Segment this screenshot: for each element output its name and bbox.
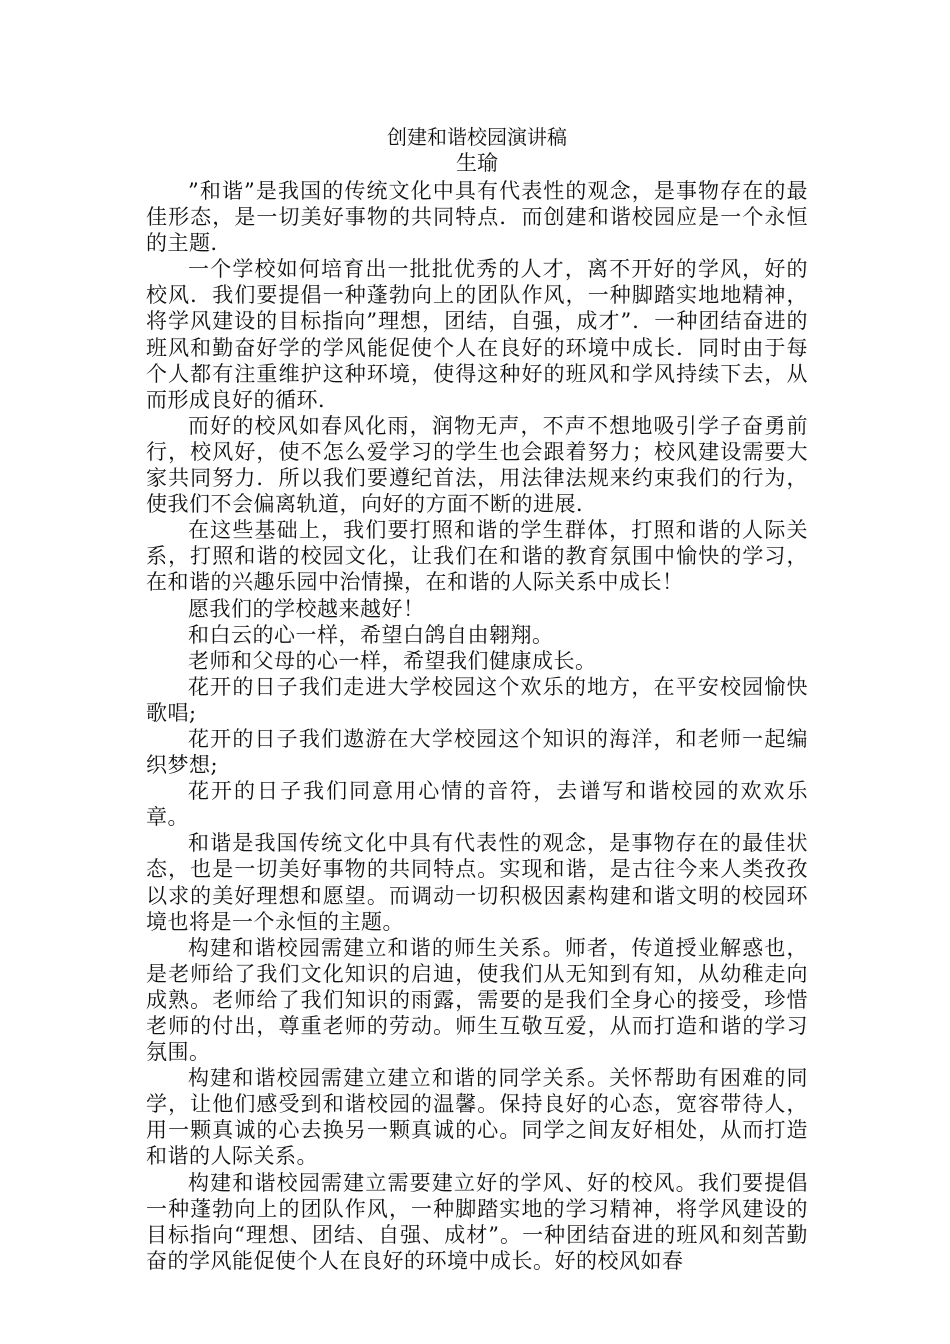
document-author: 生瑜 [456,151,498,175]
paragraph: 一个学校如何培育出一批批优秀的人才，离不开好的学风，好的校风．我们要提倡一种蓬勃向上的团队作风，一种脚踏实地地精神，将学风建设的目标指向”理想，团结，自强，成才”．一种团结奋进的班风和勤奋好学的学风能促使个人在良好的环境中成长．同时由于每个人都有注重维护这种环境，使得这种好的班风和学风持续下去，从而形成良好的循环． [146,257,808,412]
paragraph: 花开的日子我们遨游在大学校园这个知识的海洋，和老师一起编织梦想; [146,726,808,778]
paragraph: 在这些基础上，我们要打照和谐的学生群体，打照和谐的人际关系，打照和谐的校园文化，让我们在和谐的教育氛围中愉快的学习，在和谐的兴趣乐园中治情操，在和谐的人际关系中成长！ [146,518,808,595]
paragraph: 而好的校风如春风化雨，润物无声，不声不想地吸引学子奋勇前行，校风好，使不怎么爱学习的学生也会跟着努力；校风建设需要大家共同努力．所以我们要遵纪首法，用法律法规来约束我们的行为，使我们不会偏离轨道，向好的方面不断的进展． [146,413,808,517]
paragraph: 构建和谐校园需建立和谐的师生关系。师者，传道授业解惑也，是老师给了我们文化知识的启迪，使我们从无知到有知，从幼稚走向成熟。老师给了我们知识的雨露，需要的是我们全身心的接受，珍惜老师的付出，尊重老师的劳动。师生互敬互爱，从而打造和谐的学习氛围。 [146,935,808,1065]
paragraph: ”和谐”是我国的传统文化中具有代表性的观念，是事物存在的最佳形态，是一切美好事物的共同特点．而创建和谐校园应是一个永恒的主题． [146,179,808,256]
paragraph: 花开的日子我们同意用心情的音符，去谱写和谐校园的欢欢乐章。 [146,779,808,830]
paragraph: 和白云的心一样，希望白鸽自由翱翔。 [188,622,554,647]
paragraph: 构建和谐校园需建立需要建立好的学风、好的校风。我们要提倡一种蓬勃向上的团队作风，一种脚踏实地的学习精神，将学风建设的目标指向“理想、团结、自强、成材”。一种团结奋进的班风和刻苦勤奋的学风能促使个人在良好的环境中成长。好的校风如春 [146,1170,808,1273]
paragraph: 构建和谐校园需建立建立和谐的同学关系。关怀帮助有困难的同学，让他们感受到和谐校园的温馨。保持良好的心态，宽容带待人，用一颗真诚的心去换另一颗真诚的心。同学之间友好相处，从而打造和谐的人际关系。 [146,1066,808,1169]
document-title: 创建和谐校园演讲稿 [387,125,567,149]
paragraph: 和谐是我国传统文化中具有代表性的观念，是事物存在的最佳状态，也是一切美好事物的共同特点。实现和谐，是古往今来人类孜孜以求的美好理想和愿望。而调动一切积极因素构建和谐文明的校园环境也将是一个永恒的主题。 [146,831,808,934]
document-page [146,124,808,1274]
paragraph: 花开的日子我们走进大学校园这个欢乐的地方，在平安校园愉快歌唱; [146,674,808,725]
paragraph: 愿我们的学校越来越好！ [188,596,425,621]
paragraph: 老师和父母的心一样，希望我们健康成长。 [188,648,597,673]
